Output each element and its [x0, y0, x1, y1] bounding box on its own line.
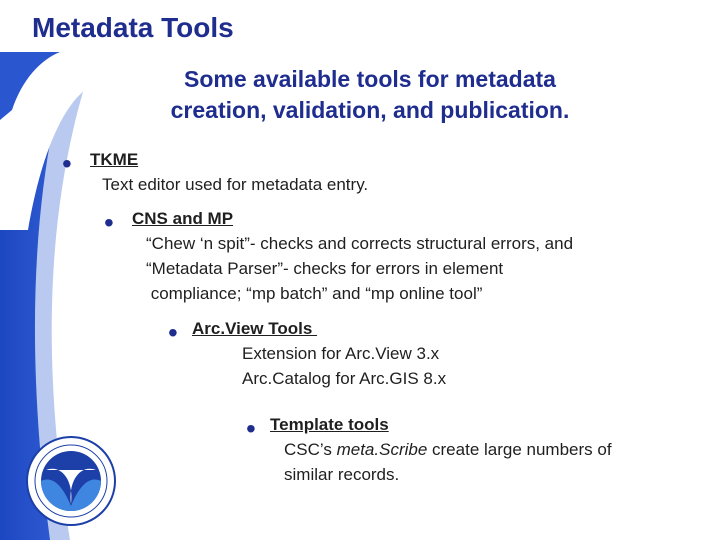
subtitle-line-1: Some available tools for metadata — [184, 66, 556, 92]
item-heading-tkme: TKME — [90, 150, 139, 169]
noaa-seal-icon — [26, 436, 116, 526]
item-text-cns-mp-1: “Chew ‘n spit”- checks and corrects structural errors, and — [146, 234, 574, 253]
item-text-arcview-1: Extension for Arc.View 3.x — [242, 344, 440, 363]
text-italic-part: meta.Scribe — [336, 440, 428, 459]
item-text-cns-mp-3: compliance; “mp batch” and “mp online tool” — [146, 284, 483, 303]
item-text-template-2: similar records. — [284, 465, 400, 484]
text-part: CSC’s — [284, 440, 337, 459]
bullet-icon: • — [104, 207, 114, 238]
item-heading-template: Template tools — [270, 415, 389, 434]
item-heading-cns-mp: CNS and MP — [132, 209, 234, 228]
item-heading-arcview: Arc.View Tools — [192, 319, 318, 338]
bullet-icon: • — [62, 148, 72, 179]
item-text-arcview-2: Arc.Catalog for Arc.GIS 8.x — [242, 369, 447, 388]
text-part: create large numbers of — [427, 440, 612, 459]
item-text-cns-mp-2: “Metadata Parser”- checks for errors in element — [146, 259, 504, 278]
subtitle-line-2: creation, validation, and publication. — [170, 97, 570, 123]
bullet-icon: • — [246, 413, 256, 444]
slide-subtitle — [100, 64, 640, 126]
item-text-tkme: Text editor used for metadata entry. — [102, 175, 369, 194]
item-text-template-1 — [284, 437, 612, 462]
slide-title: Metadata Tools — [32, 12, 234, 43]
bullet-icon: • — [168, 317, 178, 348]
